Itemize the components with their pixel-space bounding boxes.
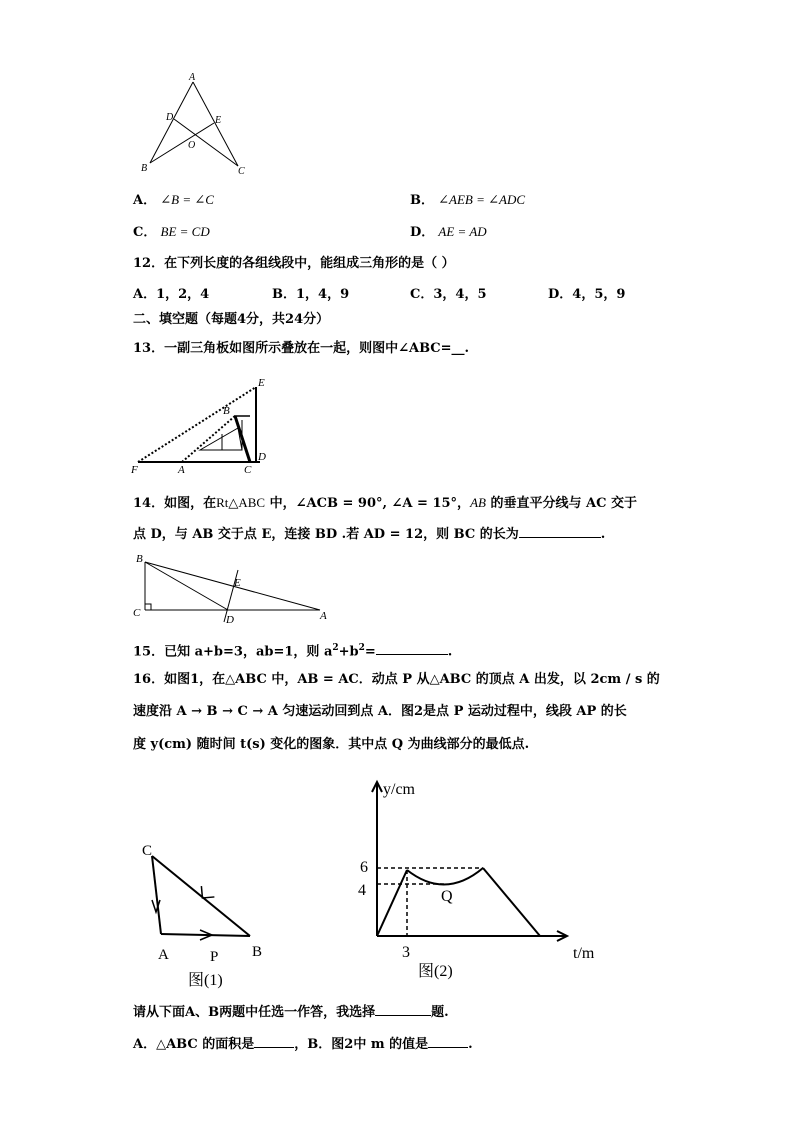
q16-choice-blank[interactable] xyxy=(375,1003,431,1016)
q11-option-d: D． AE = AD xyxy=(410,224,487,240)
q11-option-b: B． ∠AEB = ∠ADC xyxy=(410,192,526,208)
q16-fig2-curve xyxy=(407,868,483,885)
q11-label-d: D xyxy=(166,112,174,123)
q13-stem: 13．一副三角板如图所示叠放在一起，则图中∠ABC=__. xyxy=(133,341,470,356)
q16-figure-1 xyxy=(138,838,273,993)
q16-fig2-caption: 图(2) xyxy=(418,963,453,980)
q13-label-c: C xyxy=(244,464,252,476)
q12-option-d: D．4，5，9 xyxy=(548,287,626,302)
q13-label-f: F xyxy=(131,464,138,476)
q16-figure-2 xyxy=(350,776,610,986)
q16-fig1-label-a: A xyxy=(158,947,169,963)
q14-segment-bd xyxy=(145,562,228,610)
q16-line2: 速度沿 A → B → C → A 匀速运动回到点 A．图2是点 P 运动过程中，线段 AP 的长 xyxy=(133,704,627,719)
q16-part-b-blank[interactable] xyxy=(428,1035,468,1048)
section-heading-fill-in: 二、填空题（每题4分，共24分） xyxy=(133,312,330,327)
q11-figure xyxy=(130,70,260,180)
q12-option-c: C．3，4，5 xyxy=(410,287,487,302)
q16-fig2-tick-4: 4 xyxy=(358,882,366,899)
q16-fig1-side-ab xyxy=(161,934,250,936)
q14-line1: 14．如图，在Rt△ABC 中，∠ACB = 90°, ∠A = 15°，AB 的垂直平分线与 AC 交于 xyxy=(133,495,637,511)
q16-fig1-caption: 图(1) xyxy=(188,972,223,989)
q14-label-d: D xyxy=(226,614,234,626)
q13-figure xyxy=(130,372,280,480)
q16-fig2-tick-6: 6 xyxy=(360,859,368,876)
q16-fig1-side-ca xyxy=(152,856,161,934)
q12-stem: 12．在下列长度的各组线段中，能组成三角形的是（ ） xyxy=(133,256,455,271)
q13-label-e: E xyxy=(258,377,265,389)
q13-label-a: A xyxy=(178,464,185,476)
q15-answer-blank[interactable] xyxy=(376,642,448,655)
q11-label-a: A xyxy=(189,72,196,83)
q16-line1: 16．如图1，在△ABC 中，AB = AC．动点 P 从△ABC 的顶点 A 出发，以 2cm / s 的 xyxy=(133,672,660,687)
q14-label-b: B xyxy=(136,553,143,565)
q16-fig2-tick-3: 3 xyxy=(402,944,410,961)
q16-fig1-side-cb xyxy=(152,856,250,936)
q13-label-b: B xyxy=(223,405,230,417)
q11-label-c: C xyxy=(238,166,245,177)
q16-fig1-label-b: B xyxy=(252,944,263,960)
q11-segment-be xyxy=(150,123,214,163)
q16-fig1-label-p: P xyxy=(210,949,219,965)
q16-fig2-label-q: Q xyxy=(441,888,453,905)
q14-figure xyxy=(130,552,340,630)
q14-line2: 点 D，与 AB 交于点 E，连接 BD .若 AD = 12，则 BC 的长为 . xyxy=(133,527,606,542)
q14-label-a: A xyxy=(320,610,327,622)
q16-fig1-label-c: C xyxy=(142,843,153,859)
q13-inner-hole xyxy=(200,428,242,450)
q14-answer-blank[interactable] xyxy=(519,525,601,538)
q12-option-a: A．1，2，4 xyxy=(133,287,210,302)
q16-choose-line: 请从下面A、B两题中任选一作答，我选择 题. xyxy=(133,1005,449,1020)
q16-part-a-blank[interactable] xyxy=(254,1035,294,1048)
q14-right-angle-mark xyxy=(145,604,151,610)
q16-fig2-fall xyxy=(483,868,540,936)
q13-label-d: D xyxy=(258,451,266,463)
q16-line3: 度 y(cm) 随时间 t(s) 变化的图象．其中点 Q 为曲线部分的最低点. xyxy=(133,737,530,752)
q13-line-ab xyxy=(182,416,235,462)
q14-label-c: C xyxy=(133,607,141,619)
q11-option-c: C． BE = CD xyxy=(133,224,210,240)
q16-fig2-ylabel: y/cm xyxy=(383,781,415,798)
q14-label-e: E xyxy=(234,577,241,589)
q16-fig2-xlabel: t/m xyxy=(573,945,595,962)
q16-fig1-arrow-up xyxy=(201,885,214,898)
q11-label-o: O xyxy=(188,140,196,151)
q16-parts-line: A．△ABC 的面积是 ，B．图2中 m 的值是 . xyxy=(133,1037,473,1052)
q14-segment-ba xyxy=(145,562,320,610)
q15-stem: 15．已知 a+b=3，ab=1，则 $a^2+b^2=$ . xyxy=(133,643,453,660)
q11-label-b: B xyxy=(141,163,148,174)
q16-fig2-rise xyxy=(377,870,407,936)
q11-label-e: E xyxy=(215,115,222,126)
q12-option-b: B．1，4，9 xyxy=(272,287,350,302)
q11-option-a: A． ∠B = ∠C xyxy=(133,192,214,208)
